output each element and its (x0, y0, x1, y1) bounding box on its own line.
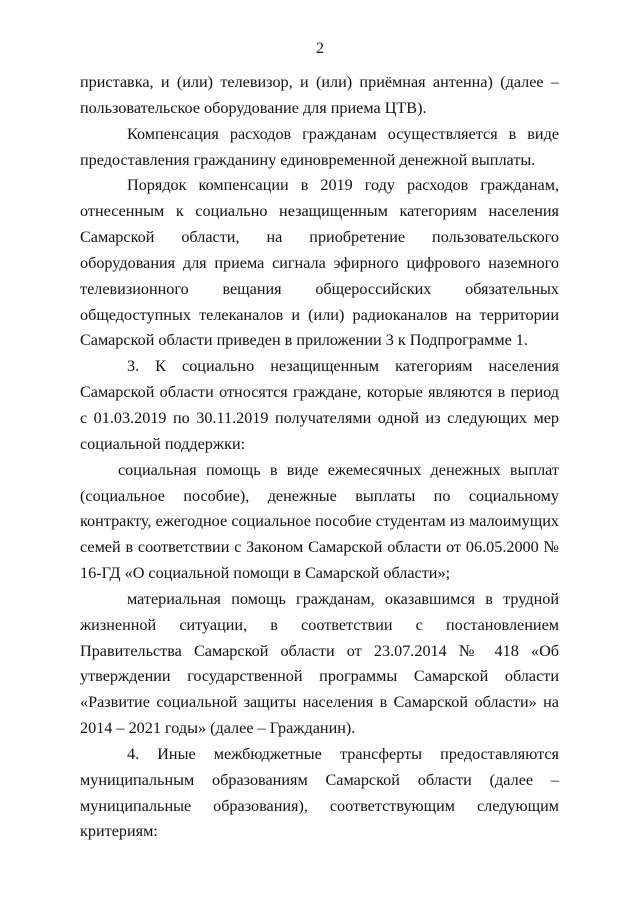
paragraph-material-assistance: материальная помощь гражданам, оказавшимся в трудной жизненной ситуации, в соответствии с постановлением Правительства Самарской области от 23.07.2014 № 418 «Об утверждении государственной программы Самарской области «Развитие социальной защиты населения в Самарской области» на 2014 – 2021 годы» (далее – Гражданин). (80, 589, 559, 738)
paragraph-compensation-form: Компенсация расходов гражданам осуществляется в виде предоставления гражданину единовременной денежной выплаты. (80, 124, 559, 169)
paragraph-equipment-continuation: приставка, и (или) телевизор, и (или) приёмная антенна) (далее – пользовательское оборудование для приема ЦТВ). (80, 73, 559, 117)
paragraph-section-4: 4. Иные межбюджетные трансферты предоставляются муниципальным образованиям Самарской области (далее – муниципальные образования), соответствующим следующим критериям: (80, 744, 559, 841)
paragraph-section-3: 3. К социально незащищенным категориям населения Самарской области относятся граждане, которые являются в период с 01.03.2019 по 30.11.2019 получателями одной из следующих мер социальной поддержки: (80, 357, 559, 453)
paragraph-compensation-procedure: Порядок компенсации в 2019 году расходов гражданам, отнесенным к социально незащищенным категориям населения Самарской области, на приобретение пользовательского оборудования для приема сигнала эфирного цифрового наземного телевизионного вещания общероссийских обязательных общедоступных телеканалов и (или) радиоканалов на территории Самарской области приведен в приложении 3 к Подпрограмме 1. (80, 176, 559, 350)
paragraph-social-assistance: социальная помощь в виде ежемесячных денежных выплат (социальное пособие), денежные выплаты по социальному контракту, ежегодное социальное пособие студентам из малоимущих семей в соответствии с Законом Самарской области от 06.05.2000 № 16-ГД «О социальной помощи в Самарской области»; (80, 460, 559, 583)
page-number: 2 (316, 40, 324, 57)
document-body (80, 70, 559, 845)
